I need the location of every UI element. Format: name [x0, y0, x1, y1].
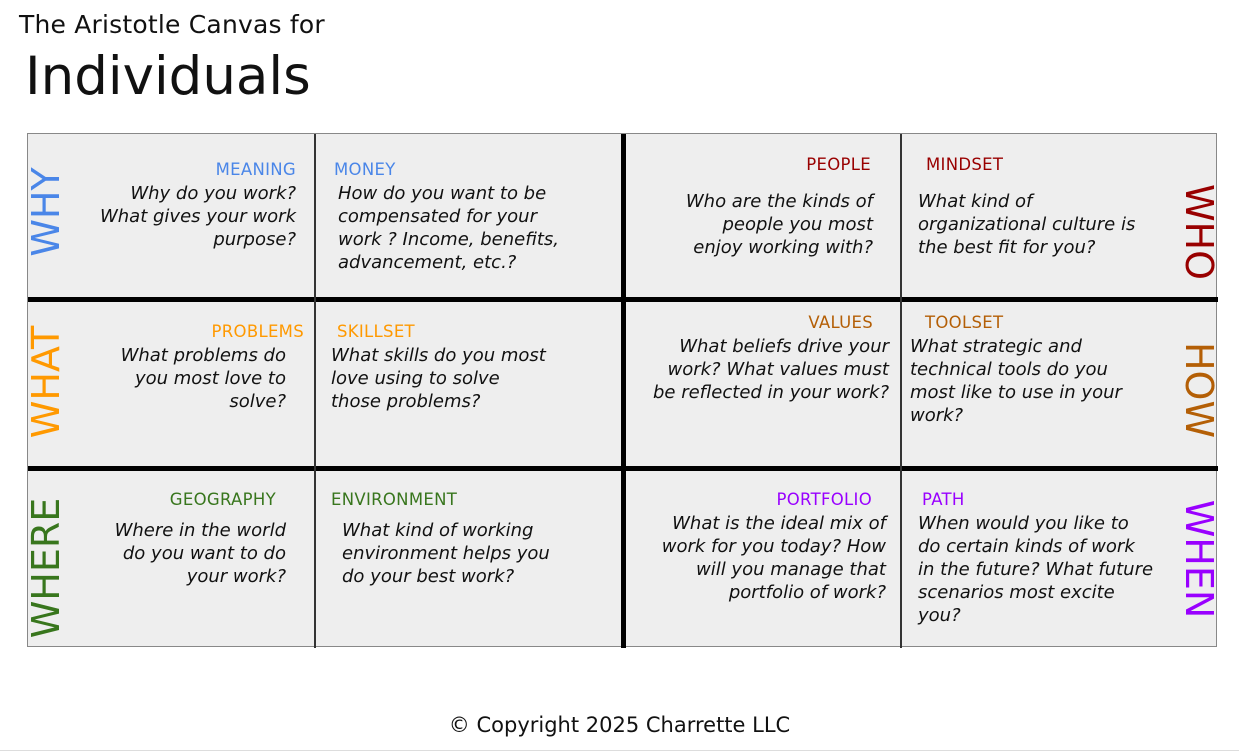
right-column-divider: [900, 134, 902, 648]
side-label-what: WHAT: [24, 325, 68, 439]
cell-path: [918, 490, 1178, 627]
cell-question-line: those problems?: [331, 391, 481, 412]
cell-question-line: purpose?: [213, 229, 296, 250]
page-title: Individuals: [25, 46, 311, 107]
cell-label-people: PEOPLE: [806, 155, 871, 174]
cell-question-line: work?: [910, 405, 964, 426]
cell-geography: [86, 490, 286, 588]
cell-question-line: do certain kinds of work: [918, 536, 1135, 557]
side-label-who: WHO: [1177, 183, 1221, 281]
cell-mindset: [918, 155, 1178, 259]
cell-question-line: love using to solve: [331, 368, 500, 389]
side-label-how: HOW: [1177, 341, 1221, 439]
cell-people: [638, 155, 873, 259]
cell-question-line: Where in the world: [114, 520, 286, 541]
cell-toolset: [910, 313, 1170, 427]
cell-label-portfolio: PORTFOLIO: [776, 490, 872, 509]
cell-question-line: What gives your work: [99, 206, 296, 227]
cell-label-skillset: SKILLSET: [337, 322, 415, 341]
cell-question-line: do your best work?: [342, 566, 515, 587]
cell-question-line: solve?: [229, 391, 286, 412]
cell-question-line: Why do you work?: [130, 183, 296, 204]
cell-question-line: advancement, etc.?: [338, 252, 517, 273]
cell-environment: [331, 490, 611, 588]
cell-question-line: How do you want to be: [338, 183, 547, 204]
cell-question-line: technical tools do you: [910, 359, 1108, 380]
cell-question-line: people you most: [722, 214, 873, 235]
center-divider: [621, 134, 626, 648]
side-label-why: WHY: [24, 167, 68, 257]
cell-question-line: most like to use in your: [910, 382, 1122, 403]
cell-skillset: [331, 322, 611, 413]
footer-divider: [0, 750, 1239, 751]
cell-label-values: VALUES: [808, 313, 873, 332]
cell-label-environment: ENVIRONMENT: [331, 490, 458, 509]
cell-question-line: scenarios most excite: [918, 582, 1115, 603]
cell-question-line: work? What values must: [667, 359, 889, 380]
cell-label-problems: PROBLEMS: [211, 322, 304, 341]
cell-question-line: environment helps you: [342, 543, 550, 564]
canvas-grid: [24, 133, 1221, 647]
cell-meaning: [76, 160, 296, 251]
cell-label-money: MONEY: [334, 160, 396, 179]
left-column-divider: [314, 134, 316, 648]
cell-question-line: work ? Income, benefits,: [338, 229, 560, 250]
cell-question-line: What problems do: [120, 345, 286, 366]
cell-question-line: organizational culture is: [918, 214, 1136, 235]
cell-label-path: PATH: [922, 490, 965, 509]
cell-question-line: in the future? What future: [918, 559, 1154, 580]
cell-question-line: compensated for your: [338, 206, 537, 227]
cell-portfolio: [628, 490, 886, 604]
cell-values: [628, 313, 889, 404]
cell-question-line: the best fit for you?: [918, 237, 1096, 258]
cell-question-line: What is the ideal mix of: [672, 513, 886, 534]
cell-question-line: be reflected in your work?: [652, 382, 889, 403]
cell-question-line: will you manage that: [695, 559, 886, 580]
canvas-subtitle: The Aristotle Canvas for: [19, 10, 325, 39]
cell-question-line: you most love to: [134, 368, 286, 389]
side-label-when: WHEN: [1177, 499, 1221, 619]
cell-question-line: you?: [918, 605, 961, 626]
copyright-notice: © Copyright 2025 Charrette LLC: [448, 713, 791, 737]
side-label-where: WHERE: [24, 497, 68, 639]
cell-question-line: do you want to do: [122, 543, 286, 564]
cell-question-line: What skills do you most: [331, 345, 546, 366]
cell-question-line: What beliefs drive your: [679, 336, 889, 357]
cell-question-line: What kind of working: [342, 520, 534, 541]
cell-question-line: What strategic and: [910, 336, 1082, 357]
cell-label-toolset: TOOLSET: [925, 313, 1004, 332]
cell-question-line: Who are the kinds of: [685, 191, 873, 212]
cell-question-line: When would you like to: [918, 513, 1129, 534]
cell-label-geography: GEOGRAPHY: [169, 490, 276, 509]
cell-question-line: portfolio of work?: [728, 582, 886, 603]
cell-question-line: work for you today? How: [661, 536, 886, 557]
cell-label-mindset: MINDSET: [926, 155, 1004, 174]
cell-question-line: enjoy working with?: [693, 237, 873, 258]
cell-label-meaning: MEANING: [215, 160, 296, 179]
cell-money: [334, 160, 614, 274]
cell-question-line: your work?: [186, 566, 286, 587]
cell-problems: [88, 322, 304, 413]
cell-question-line: What kind of: [918, 191, 1033, 212]
